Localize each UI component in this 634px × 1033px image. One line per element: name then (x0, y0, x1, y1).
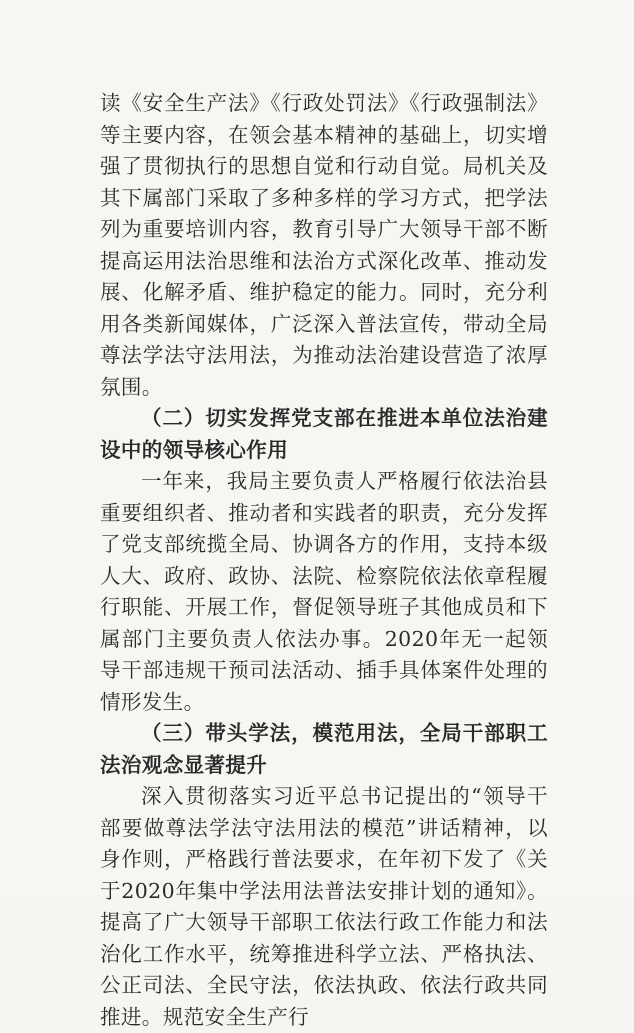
body-paragraph: 一年来，我局主要负责人严格履行依法治县重要组织者、推动者和实践者的职责，充分发挥了党支部统揽全局、协调各方的作用，支持本级人大、政府、政协、法院、检察院依法依章程履行职能、开展工作，督促领导班子其他成员和下属部门主要负责人依法办事。2020年无一起领导干部违规干预司法活动、插手具体案件处理的情形发生。 (100, 469, 548, 714)
section-heading-3: （三）带头学法，模范用法，全局干部职工法治观念显著提升 (100, 721, 548, 777)
body-paragraph: 读《安全生产法》《行政处罚法》《行政强制法》等主要内容，在领会基本精神的基础上，切实增强了贯彻执行的思想自觉和行动自觉。局机关及其下属部门采取了多种多样的学习方式，把学法列为重要培训内容，教育引导广大领导干部不断提高运用法治思维和法治方式深化改革、推动发展、化解矛盾、维护稳定的能力。同时，充分利用各类新闻媒体，广泛深入普法宣传，带动全局尊法学法守法用法，为推动法治建设营造了浓厚氛围。 (100, 91, 548, 399)
section-heading-2: （二）切实发挥党支部在推进本单位法治建设中的领导核心作用 (100, 406, 548, 462)
body-paragraph: 深入贯彻落实习近平总书记提出的“领导干部要做尊法学法守法用法的模范”讲话精神，以身作则，严格践行普法要求，在年初下发了《关于2020年集中学法用法普法安排计划的通知》。提高了广大领导干部职工依法行政工作能力和法治化工作水平，统筹推进科学立法、严格执法、公正司法、全民守法，依法执政、依法行政共同推进。规范安全生产行 (100, 784, 548, 1029)
